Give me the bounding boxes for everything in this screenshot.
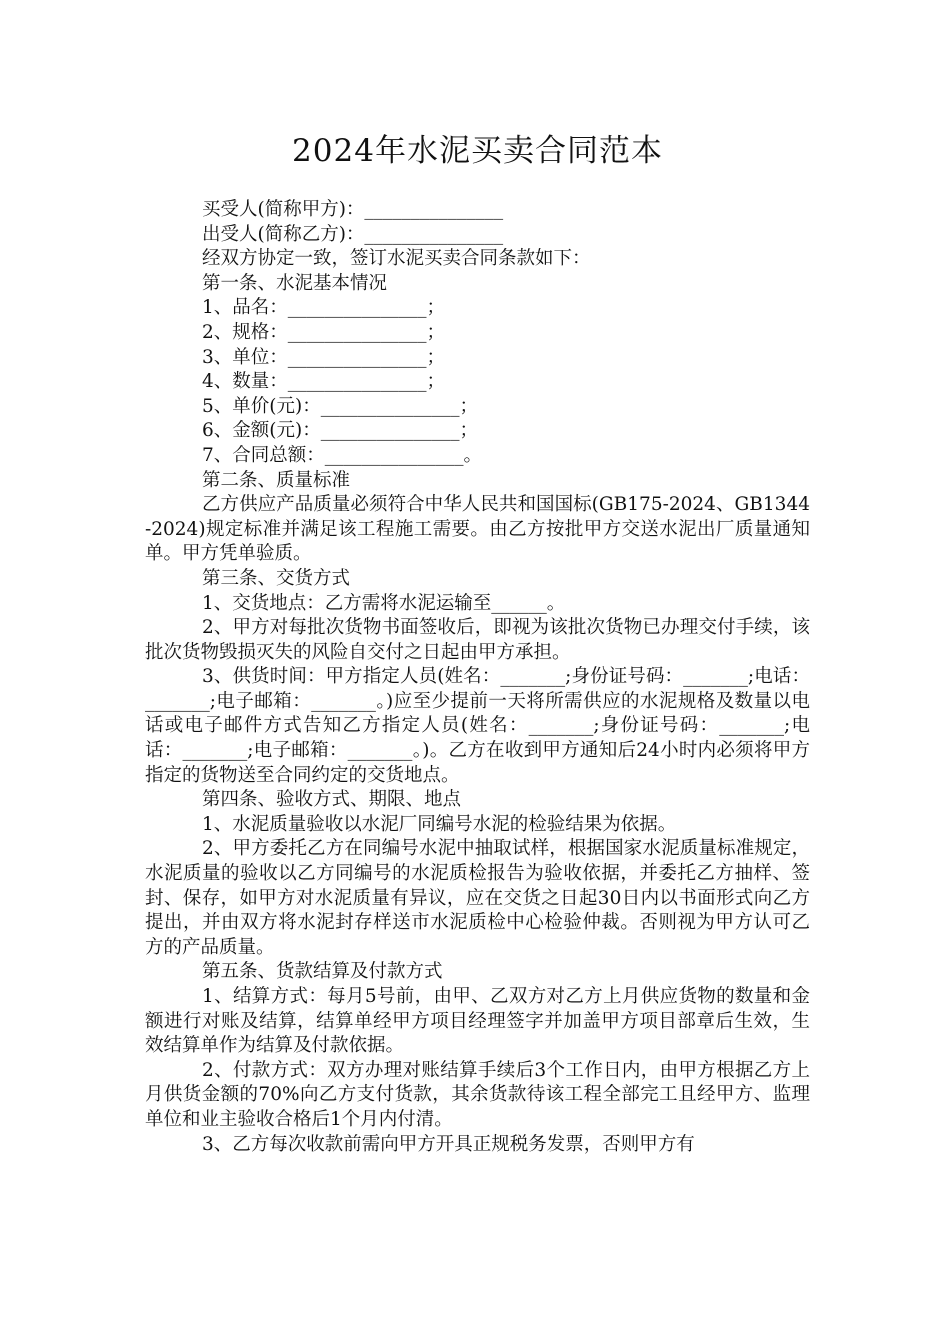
article-1-heading: 第一条、水泥基本情况: [202, 272, 388, 294]
article-1-item: 7、合同总额：_______________。: [202, 444, 483, 466]
article-2-paragraph: 乙方供应产品质量必须符合中华人民共和国国标(GB175-2024、GB1344-2024)规定标准并满足该工程施工需要。由乙方按批甲方交送水泥出厂质量通知单。甲方凭单验质。: [145, 494, 810, 565]
article-1-item: 1、品名：_______________；: [202, 297, 446, 319]
article-1-item: 6、金额(元)：_______________；: [202, 420, 478, 442]
article-1-item: 4、数量：_______________；: [202, 371, 446, 393]
document-title: 2024年水泥买卖合同范本: [292, 133, 663, 169]
article-3-paragraph: 2、甲方对每批次货物书面签收后，即视为该批次货物已办理交付手续，该批次货物毁损灭失的风险自交付之日起由甲方承担。: [145, 617, 810, 663]
article-3-heading: 第三条、交货方式: [202, 567, 351, 589]
article-1-item: 5、单价(元)：_______________；: [202, 395, 478, 417]
article-5-heading: 第五条、货款结算及付款方式: [202, 961, 443, 983]
article-2-heading: 第二条、质量标准: [202, 469, 351, 491]
article-5-paragraph: 2、付款方式：双方办理对账结算手续后3个工作日内，由甲方根据乙方上月供货金额的70%向乙方支付货款，其余货款待该工程全部完工且经甲方、监理单位和业主验收合格后1个月内付清。: [145, 1059, 810, 1130]
article-5-paragraph: 1、结算方式：每月5号前，由甲、乙双方对乙方上月供应货物的数量和金额进行对账及结算，结算单经甲方项目经理签字并加盖甲方项目部章后生效，生效结算单作为结算及付款依据。: [145, 986, 810, 1057]
article-1-item: 2、规格：_______________；: [202, 321, 446, 343]
intro-line: 经双方协定一致，签订水泥买卖合同条款如下：: [202, 248, 591, 270]
article-3-paragraph: 3、供货时间：甲方指定人员(姓名：_______;身份证号码：_______;电话：_______;电子邮箱：_______。)应至少提前一天将所需供应的水泥规格及数量以电话或电子邮件方式告知乙方指定人员(姓名：_______;身份证号码：_______;电话：_______;电子邮箱：_______。)。乙方在收到甲方通知后24小时内必须将甲方指定的货物送至合同约定的交货地点。: [145, 666, 810, 786]
party-a-line: 买受人(简称甲方)：_______________: [202, 199, 504, 220]
article-4-paragraph: 2、甲方委托乙方在同编号水泥中抽取试样，根据国家水泥质量标准规定，水泥质量的验收以乙方同编号的水泥质检报告为验收依据，并委托乙方抽样、签封、保存，如甲方对水泥质量有异议，应在交货之日起30日内以书面形式向乙方提出，并由双方将水泥封存样送市水泥质检中心检验仲裁。否则视为甲方认可乙方的产品质量。: [145, 838, 810, 958]
article-4-heading: 第四条、验收方式、期限、地点: [202, 789, 462, 811]
article-5-paragraph: 3、乙方每次收款前需向甲方开具正规税务发票，否则甲方有: [202, 1133, 695, 1155]
party-b-line: 出受人(简称乙方)：_______________: [202, 223, 504, 245]
article-1-item: 3、单位：_______________；: [202, 346, 446, 368]
article-3-paragraph: 1、交货地点：乙方需将水泥运输至______。: [202, 592, 566, 614]
contract-page: [145, 128, 810, 1157]
article-4-paragraph: 1、水泥质量验收以水泥厂同编号水泥的检验结果为依据。: [202, 813, 677, 835]
